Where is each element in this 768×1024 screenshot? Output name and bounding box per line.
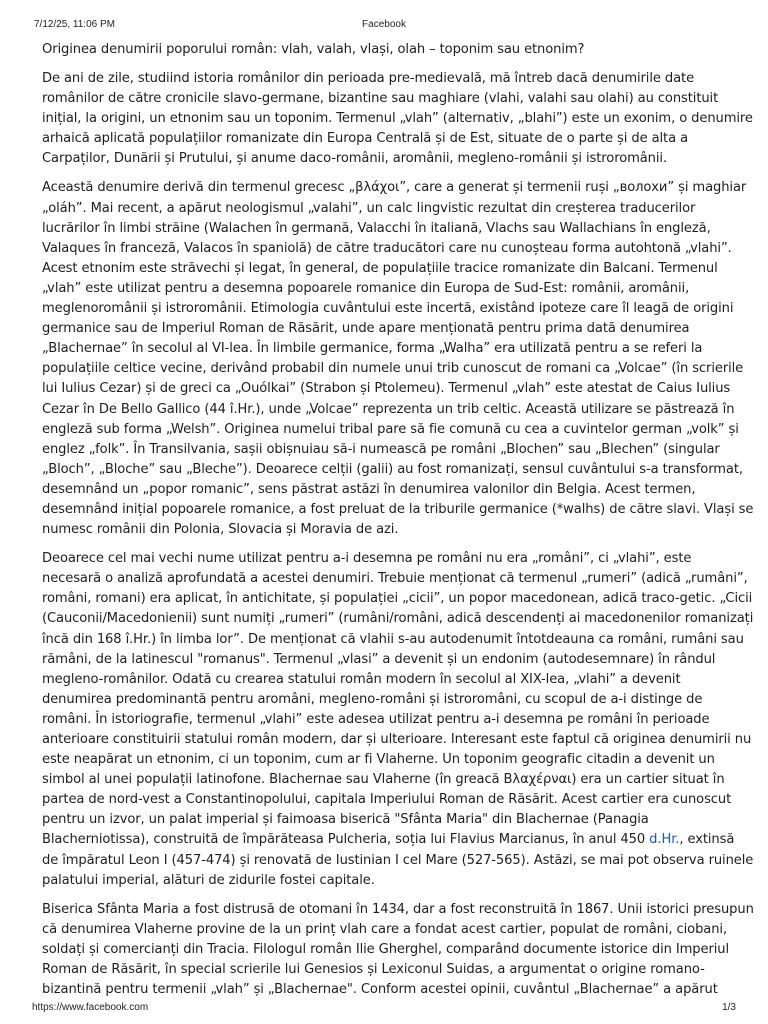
- post-paragraph: [42, 549, 754, 891]
- post-body: [42, 40, 754, 1000]
- post-paragraph: Această denumire derivă din termenul grecesc „βλάχοι”, care a generat și termenii ruși „волохи” și maghiar „oláh”. Mai recent, a apărut neologismul „valahi”, un calc lingvistic rezultat din creșterea traducerilor lucrărilor în limbi străine (Walachen în germană, Valacchi în italiană, Vlachs sau Wallachians în engleză, Valaques în franceză, Valacos în spaniolă) de către traducători care nu cunoșteau forma autohtonă „vlahi”. Acest etnonim este străvechi și legat, în general, de populațiile tracice romanizate din Balcani. Termenul „vlah” este utilizat pentru a desemna popoarele romanice din Europa de Sud-Est: românii, aromânii, meglenoromânii și istroromânii. Etimologia cuvântului este incertă, existând ipoteze care îl leagă de origini germanice sau de Imperiul Roman de Răsărit, unde apare menționată pentru prima dată denumirea „Blachernae” în secolul al VI-lea. În limbile germanice, forma „Walha” era utilizată pentru a se referi la populațiile celtice vecine, derivând probabil din numele unui trib cunoscut de romani ca „Volcae” (în scrierile lui Iulius Cezar) și de greci ca „Ouólkai” (Strabon și Ptolemeu). Termenul „vlah” este atestat de Caius Iulius Cezar în De Bello Gallico (44 î.Hr.), unde „Volcae” reprezenta un trib celtic. Această utilizare se păstrează în engleză sub forma „Welsh”. Originea numelui tribal pare să fie comună cu cea a cuvintelor german „volk” și englez „folk”. În Transilvania, sașii obișnuiau să-i numească pe români „Blochen” sau „Blechen” (singular „Bloch”, „Bloche” sau „Bleche”). Deoarece celții (galii) au fost romanizați, sensul cuvântului s-a transformat, desemnând un „popor romanic”, sens păstrat astăzi în denumirea valonilor din Belgia. Acest termen, desemnând inițial popoarele romanice, a fost preluat de la triburile germanice (*walhs) de către slavi. Vlași se numesc românii din Polonia, Slovacia și Moravia de azi.: [42, 180, 754, 538]
- post-paragraph: De ani de zile, studiind istoria românilor din perioada pre-medievală, mă întreb dacă denumirile date românilor de către cronicile slavo-germane, bizantine sau maghiare (vlahi, valahi sau olahi) au constituit inițial, la origini, un etnonim sau un toponim. Termenul „vlah” (alternativ, „blahi”) este un exonim, o denumire arhaică aplicată populațiilor romanizate din Europa Centrală și de Est, situate de o parte și de alta a Carpaților, Dunării și Prutului, și anume daco-românii, aromânii, megleno-românii și istroromânii.: [42, 71, 753, 167]
- print-datetime: 7/12/25, 11:06 PM: [34, 19, 115, 30]
- paragraph-text: Deoarece cel mai vechi nume utilizat pentru a-i desemna pe români nu era „români”, ci „vlahi”, este necesară o analiză aprofundată a acestei denumiri. Trebuie menționat că termenul „rumeri” (adică „rumâni”, români, romani) era aplicat, în antichitate, și populației „cicii”, un popor macedonean, adică traco-getic. „Cicii (Cauconii/Macedonienii) sunt numiți „rumeri” (rumâni/români, adică descendenți ai macedonenilor romanizați încă din 168 î.Hr.) în limba lor”. De menționat că vlahii s-au autodenumit întotdeauna ca români, rumâni sau rămâni, de la latinescul "romanus". Termenul „vlasi” a devenit și un endonim (autodesemnare) în rândul megleno-românilor. Odată cu crearea statului român modern în secolul al XIX-lea, „vlahi” a devenit denumirea predominantă pentru aromâni, megleno-români și istroromâni, cu scopul de a-i distinge de români. În istoriografie, termenul „vlahi” este adesea utilizat pentru a-i desemna pe români în perioade anterioare constituirii statului român modern, dar și ulterioare. Interesant este faptul că originea denumirii nu este neapărat un etnonim, ci un toponim, cum ar fi Vlaherne. Un toponim geografic citadin a devenit un simbol al unei populații latinofone. Blachernae sau Vlaherne (în greacă Βλαχέρναι) era un cartier situat în partea de nord-vest a Constantinopolului, capitala Imperiului Roman de Răsărit. Acest cartier era cunoscut pentru un izvor, un palat imperial și faimoasa biserică "Sfânta Maria" din Blachernae (Panagia Blacherniotissa), construită de împărăteasa Pulcheria, soția lui Flavius Marcianus, în anul 450: [42, 551, 754, 848]
- post-paragraph: Biserica Sfânta Maria a fost distrusă de otomani în 1434, dar a fost reconstruită în 1867. Unii istorici presupun că denumirea Vlaherne provine de la un prinț vlah care a fondat acest cartier, populat de români, ciobani, soldați și comercianți din Tracia. Filologul român Ilie Gherghel, comparând documente istorice din Imperiul Roman de Răsărit, în special scrierile lui Genesios și Lexiconul Suidas, a argumentat o origine romano-bizantină pentru termenii „vlah” și „Blachernae". Conform acestei opinii, cuvântul „Blachernae” a apărut: [42, 901, 754, 998]
- paragraph-text: , extinsă de împăratul Leon I (457-474) și renovată de Iustinian I cel Mare (527-565). Astăzi, se mai pot observa ruinele palatului imperial, alături de zidurile fostei capitale.: [42, 832, 754, 888]
- post-title: Originea denumirii poporului român: vlah, valah, vlași, olah – toponim sau etnonim?: [42, 42, 585, 57]
- date-hashtag-link[interactable]: d.Hr.: [649, 832, 680, 848]
- print-header: [0, 0, 768, 34]
- print-url: https://www.facebook.com: [32, 1002, 149, 1013]
- print-page-title: Facebook: [362, 19, 406, 30]
- print-footer: [0, 998, 768, 1024]
- page-number: 1/3: [722, 1002, 736, 1013]
